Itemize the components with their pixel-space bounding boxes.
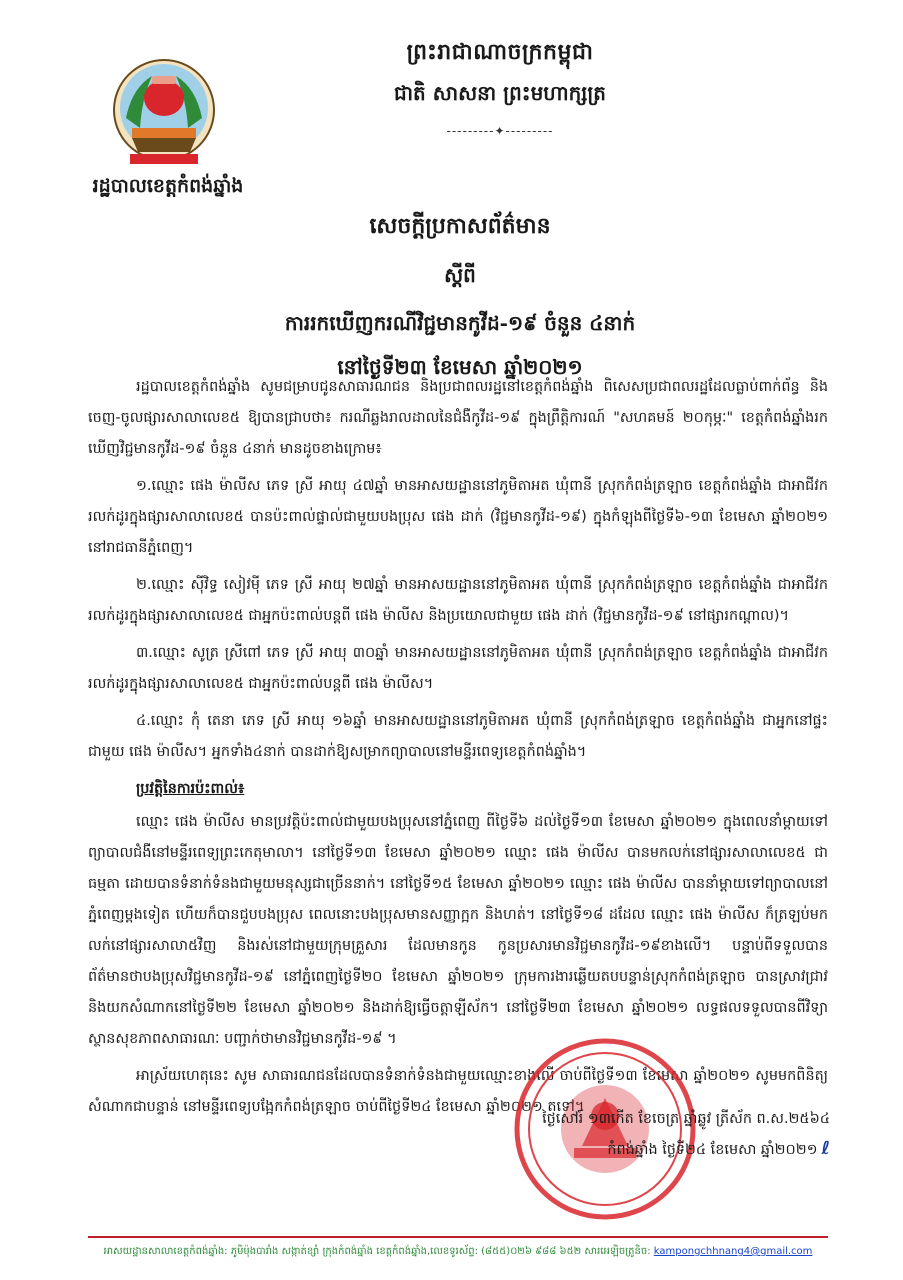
exposure-history-paragraph: ឈ្មោះ ផេង ម៉ាលីស មានប្រវត្តិប៉ះពាល់ជាមួយបងប្រុសនៅភ្នំពេញ ពីថ្ងៃទី៦ ដល់ថ្ងៃទី១៣ ខែមេសា ឆ្នាំ២០២១ ក្នុងពេលនាំម្តាយទៅព្យាបាលជំងឺនៅមន្ទីរពេទ្យព្រះកេតុមាលា។ នៅថ្ងៃទី១៣ ខែមេសា ឆ្នាំ២០២១ ឈ្មោះ ផេង ម៉ាលីស បានមកលក់នៅផ្សារសាលាលេខ៥ ជាធម្មតា ដោយបានទំនាក់ទំនងជាមួយមនុស្សជាច្រើននាក់។ នៅថ្ងៃទី១៥ ខែមេសា ឆ្នាំ២០២១ ឈ្មោះ ផេង ម៉ាលីស បាននាំម្តាយទៅព្យាបាលនៅភ្នំពេញម្តងទៀត ហើយក៏បានជួបបងប្រុស ពេលនោះបងប្រុសមានសញ្ញាក្អក និងហត់។ នៅថ្ងៃទី១៨ ដដែល ឈ្មោះ ផេង ម៉ាលីស ក៏ត្រឡប់មកលក់នៅផ្សារសាលា៥វិញ និងរស់នៅជាមួយក្រុមគ្រួសារ ដែលមានកូន កូនប្រសារមានវិជ្ជមានកូវីដ-១៩ខាងលើ។ បន្ទាប់ពីទទួលបានព័ត៌មានថាបងប្រុសវិជ្ជមានកូវីដ-១៩ នៅភ្នំពេញថ្ងៃទី២០ ខែមេសា ឆ្នាំ២០២១ ក្រុមការងារឆ្លើយតបបន្ទាន់ស្រុកកំពង់ត្រឡាច បានស្រាវជ្រាវនិងយកសំណាកនៅថ្ងៃទី២២ ខែមេសា ឆ្នាំ២០២១ និងដាក់ឱ្យធ្វើចត្តាឡីស័ក។ នៅថ្ងៃទី២៣ ខែមេសា ឆ្នាំ២០២១ លទ្ធផលទទួលបានពីវិទ្យាស្ថានសុខភាពសាធារណៈ បញ្ជាក់ថាមានវិជ្ជមានកូវីដ-១៩ ។ [88,814,828,1047]
exposure-history-heading: ប្រវត្តិនៃការប៉ះពាល់៖ [136,781,245,797]
closing-paragraph: អាស្រ័យហេតុនេះ សូម សាធារណជនដែលបានទំនាក់ទំនងជាមួយឈ្មោះខាងលើ ចាប់ពីថ្ងៃទី១៣ ខែមេសា ឆ្នាំ២០២១ សូមមកពិនិត្យសំណាកជាបន្ទាន់ នៅមន្ទីរពេទ្យបង្អែកកំពង់ត្រឡាច ចាប់ពីថ្ងៃទី២៤ ខែមេសា ឆ្នាំ២០២១ តទៅ។ [88,1068,828,1115]
intro-paragraph: រដ្ឋបាលខេត្តកំពង់ឆ្នាំង សូមជម្រាបជូនសាធារណជន និងប្រជាពលរដ្ឋនៅខេត្តកំពង់ឆ្នាំង ពិសេសប្រជាពលរដ្ឋដែលធ្លាប់ពាក់ព័ន្ធ និងចេញ-ចូលផ្សារសាលាលេខ៥ ឱ្យបានជ្រាបថា៖ ករណីឆ្លងរាលដាលនៃជំងឺកូវីដ-១៩ ក្នុងព្រឹត្តិការណ៍ "សហគមន៍ ២០កុម្ភៈ" ខេត្តកំពង់ឆ្នាំងរកឃើញវិជ្ជមានកូវីដ-១៩ ចំនួន ៤នាក់ មានដូចខាងក្រោម៖ [88,379,828,457]
date-signature-block [450,1104,830,1165]
kingdom-header [300,38,700,138]
case-item-2: ២.ឈ្មោះ ស៊ីវិទ្ធ សៀវម៉ី ភេទ ស្រី អាយុ ២៧ឆ្នាំ មានអាសយដ្ឋាននៅភូមិតាអត ឃុំពានី ស្រុកកំពង់ត្រឡាច ខេត្តកំពង់ឆ្នាំង ជាអាជីវករលក់ដូរក្នុងផ្សារសាលាលេខ៥ ជាអ្នកប៉ះពាល់បន្តពី ផេង ម៉ាលីស និងប្រយោលជាមួយ ផេង ដាក់ (វិជ្ជមានកូវីដ-១៩ នៅផ្សារកណ្តាល)។ [88,577,828,624]
case-item-4: ៤.ឈ្មោះ កុំ តេនា ភេទ ស្រី អាយុ ១៦ឆ្នាំ មានអាសយដ្ឋាននៅភូមិតាអត ឃុំពានី ស្រុកកំពង់ត្រឡាច ខេត្តកំពង់ឆ្នាំង ជាអ្នកនៅផ្ទះជាមួយ ផេង ម៉ាលីស។ អ្នកទាំង៤នាក់ បានដាក់ឱ្យសម្រាកព្យាបាលនៅមន្ទីរពេទ្យខេត្តកំពង់ឆ្នាំង។ [88,713,828,760]
place-and-solar-date [450,1134,830,1165]
announcement-date: នៅថ្ងៃទី២៣ ខែមេសា ឆ្នាំ២០២១ [337,355,583,379]
footer-address: អាសយដ្ឋានសាលាខេត្តកំពង់ឆ្នាំង: ភូមិម៉ុងបារាំង សង្កាត់ខ្សាំ ក្រុងកំពង់ឆ្នាំង ខេត្តកំពង់ឆ្នាំង,លេខទូរស័ព្ទ: (៨៥៥)០២៦ ៩៨៨ ៦៥២ សារអេឡិចត្រូនិច: [103,1246,651,1257]
case-item-1: ១.ឈ្មោះ ផេង ម៉ាលីស ភេទ ស្រី អាយុ ៤៧ឆ្នាំ មានអាសយដ្ឋាននៅភូមិតាអត ឃុំពានី ស្រុកកំពង់ត្រឡាច ខេត្តកំពង់ឆ្នាំង ជាអាជីវករលក់ដូរក្នុងផ្សារសាលាលេខ៥ បានប៉ះពាល់ផ្ទាល់ជាមួយបងប្រុស ផេង ដាក់ (វិជ្ជមានកូវីដ-១៩) ក្នុងកំឡុងពីថ្ងៃទី៦-១៣ ខែមេសា ឆ្នាំ២០២១ នៅរាជធានីភ្នំពេញ។ [88,478,828,556]
announcement-title: សេចក្តីប្រកាសព័ត៌មាន [369,213,551,239]
kingdom-name: ព្រះរាជាណាចក្រកម្ពុជា [406,39,594,65]
footer-email-link[interactable]: kampongchhnang4@gmail.com [653,1246,813,1257]
announcement-subject-label: ស្តីពី [444,263,476,287]
announcement-body [88,372,828,1129]
footer-rule [88,1236,828,1238]
footer-contact [88,1244,828,1259]
province-emblem-logo [112,58,216,172]
province-administration-name: រដ្ឋបាលខេត្តកំពង់ឆ្នាំង [92,175,244,197]
handwritten-signature: ℓ [821,1138,830,1159]
solar-date: កំពង់ឆ្នាំង ថ្ងៃទី២៤ ខែមេសា ឆ្នាំ២០២១ [607,1142,818,1158]
lunar-date: ថ្ងៃសៅរ៍ ១៣កើត ខែចេត្រ ឆ្នាំឆ្លូវ ត្រីស័ក ព.ស.២៥៦៤ [542,1111,830,1127]
ornament-divider: ---------✦--------- [446,124,554,138]
national-motto: ជាតិ សាសនា ព្រះមហាក្សត្រ [394,81,606,105]
announcement-title-block [180,212,740,384]
announcement-subject: ការរកឃើញករណីវិជ្ជមានកូវីដ-១៩ ចំនួន ៤នាក់ [284,311,636,335]
case-item-3: ៣.ឈ្មោះ សូត្រ ស្រីពៅ ភេទ ស្រី អាយុ ៣០ឆ្នាំ មានអាសយដ្ឋាននៅភូមិតាអត ឃុំពានី ស្រុកកំពង់ត្រឡាច ខេត្តកំពង់ឆ្នាំង ជាអាជីវករលក់ដូរក្នុងផ្សារសាលាលេខ៥ ជាអ្នកប៉ះពាល់បន្តពី ផេង ម៉ាលីស។ [88,645,828,692]
